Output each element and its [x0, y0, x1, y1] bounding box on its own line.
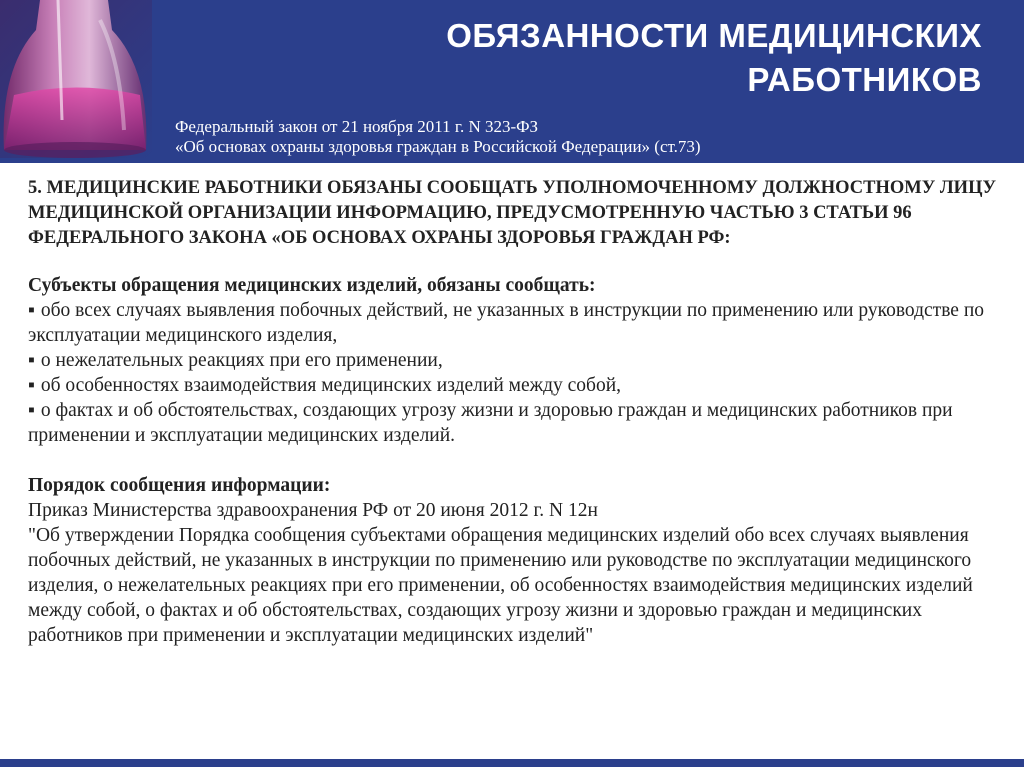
list-item — [28, 348, 998, 373]
order-decree: Приказ Министерства здравоохранения РФ от 20 июня 2012 г. N 12н — [28, 500, 598, 521]
subjects-list — [28, 298, 998, 448]
list-item-text: о нежелательных реакциях при его применении, — [40, 350, 443, 371]
bullet-icon: ▪ — [28, 375, 35, 396]
title-line-2: РАБОТНИКОВ — [747, 61, 982, 98]
flask-image — [0, 0, 152, 158]
order-text: "Об утверждении Порядка сообщения субъектами обращения медицинских изделий обо всех случаях выявления побочных действий, не указанных в инструкции по применению или руководстве по эксплуатации медицинского изделия, о нежелательных реакциях при его применении, об особенностях взаимодействия медицинских изделий между собой, о фактах и об обстоятельствах, создающих угрозу жизни и здоровью граждан и медицинских работников при применении и эксплуатации медицинских изделий" — [28, 525, 973, 646]
bottom-bar — [0, 759, 1024, 767]
section-5-heading: 5. МЕДИЦИНСКИЕ РАБОТНИКИ ОБЯЗАНЫ СООБЩАТЬ УПОЛНОМОЧЕННОМУ ДОЛЖНОСТНОМУ ЛИЦУ МЕДИЦИНСКОЙ ОРГАНИЗАЦИИ ИНФОРМАЦИЮ, ПРЕДУСМОТРЕННУЮ ЧАСТЬЮ 3 СТАТЬИ 96 ФЕДЕРАЛЬНОГО ЗАКОНА «ОБ ОСНОВАХ ОХРАНЫ ЗДОРОВЬЯ ГРАЖДАН РФ: — [28, 178, 997, 248]
list-item — [28, 298, 998, 348]
slide-title — [446, 14, 982, 102]
list-item — [28, 373, 998, 398]
law-reference-line-1: Федеральный закон от 21 ноября 2011 г. N 323-ФЗ — [175, 117, 539, 136]
law-reference-line-2: «Об основах охраны здоровья граждан в Российской Федерации» (ст.73) — [175, 137, 701, 156]
title-line-1: ОБЯЗАННОСТИ МЕДИЦИНСКИХ — [446, 17, 982, 54]
subjects-heading: Субъекты обращения медицинских изделий, обязаны сообщать: — [28, 275, 596, 296]
bullet-icon: ▪ — [28, 350, 35, 371]
bullet-icon: ▪ — [28, 400, 35, 421]
order-heading: Порядок сообщения информации: — [28, 475, 331, 496]
list-item — [28, 398, 998, 448]
list-item-text: о фактах и об обстоятельствах, создающих угрозу жизни и здоровью граждан и медицинских работников при применении и эксплуатации медицинских изделий. — [28, 400, 953, 446]
slide-header — [0, 0, 1024, 163]
bullet-icon: ▪ — [28, 300, 35, 321]
list-item-text: об особенностях взаимодействия медицинских изделий между собой, — [40, 375, 622, 396]
slide-content — [28, 176, 998, 648]
list-item-text: обо всех случаях выявления побочных действий, не указанных в инструкции по применению или руководстве по эксплуатации медицинского изделия, — [28, 300, 985, 346]
